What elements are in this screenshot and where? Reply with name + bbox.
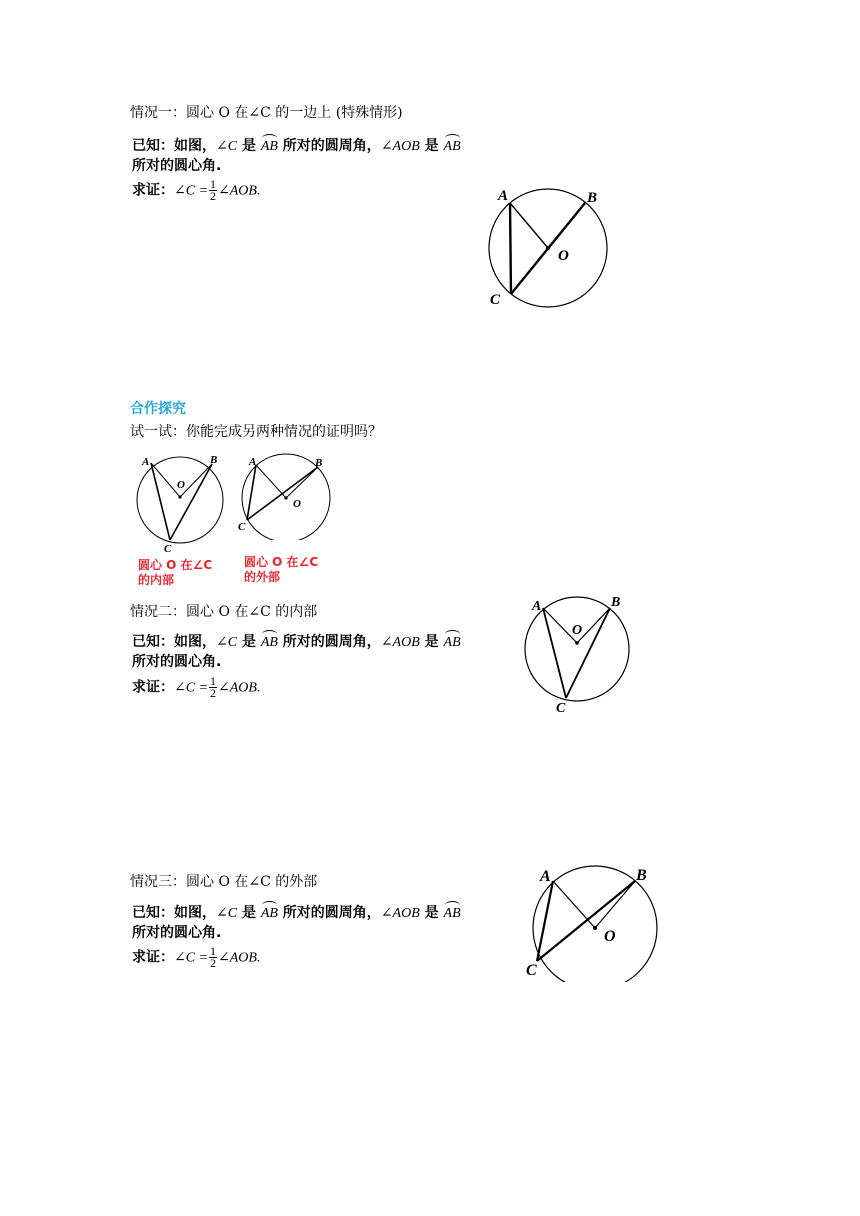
point-a-label: A: [498, 188, 509, 204]
angle-c: ∠C: [216, 906, 238, 921]
case3-given-line2: 所对的圆心角.: [132, 925, 222, 941]
case2-given: [132, 633, 461, 652]
center-dot: [546, 246, 550, 250]
case2-given-line2: 所对的圆心角.: [132, 654, 222, 670]
angle-c: ∠C: [216, 139, 238, 154]
circle: [137, 457, 223, 543]
case1-prove: [132, 179, 260, 202]
arc-ab: AB: [260, 139, 278, 154]
prove-rhs: ∠AOB.: [218, 680, 261, 696]
given-prefix: 已知：如图，: [132, 905, 216, 921]
chord-cb: [170, 464, 212, 540]
chord-ac: [543, 608, 566, 698]
case1-heading: 情况一：圆心 O 在∠C 的一边上 (特殊情形): [130, 105, 403, 121]
word-inscribed: 所对的圆周角，: [277, 905, 381, 921]
point-b-label: B: [636, 867, 647, 884]
given-prefix: 已知：如图，: [132, 138, 216, 154]
center-dot: [575, 641, 579, 645]
radius-oa: [256, 465, 286, 498]
label-inside-line1: 圆心 O 在∠C: [138, 558, 213, 572]
point-b-label: B: [315, 457, 323, 469]
case2-heading: 情况二：圆心 O 在∠C 的内部: [130, 604, 318, 620]
point-c-label: C: [164, 543, 172, 555]
point-o-label: O: [293, 498, 301, 510]
case2-prove: [132, 676, 260, 699]
case3-heading: 情况三：圆心 O 在∠C 的外部: [130, 874, 318, 890]
point-c-label: C: [238, 521, 246, 533]
arc-ab: AB: [443, 906, 461, 921]
point-a-label: A: [142, 456, 150, 468]
angle-aob: ∠AOB: [380, 139, 420, 154]
label-inside: [138, 558, 212, 588]
point-c-label: C: [526, 962, 537, 979]
arc-ab: AB: [443, 635, 461, 650]
word-is: 是: [419, 138, 444, 154]
word-is: 是: [419, 905, 444, 921]
case3-prove: [132, 946, 260, 969]
prove-lhs: ∠C =: [174, 950, 209, 966]
prove-rhs: ∠AOB.: [218, 950, 261, 966]
case2-figure: [518, 588, 643, 718]
label-outside-line1: 圆心 O 在∠C: [244, 555, 319, 569]
case1-given: [132, 137, 461, 156]
explore-prompt: 试一试：你能完成另两种情况的证明吗？: [130, 424, 382, 440]
case3-given: [132, 904, 461, 923]
prove-prefix: 求证：: [132, 182, 174, 199]
explore-heading: 合作探究: [130, 401, 186, 417]
chord-cb: [566, 608, 610, 698]
word-is: 是: [237, 905, 261, 921]
point-c-label: C: [556, 701, 566, 716]
point-b-label: B: [587, 190, 598, 206]
chord-ac: [247, 465, 256, 520]
prove-lhs: ∠C =: [174, 680, 209, 696]
angle-aob: ∠AOB: [380, 906, 420, 921]
point-o-label: O: [558, 248, 569, 264]
prove-rhs: ∠AOB.: [218, 183, 261, 199]
label-inside-line2: 的内部: [138, 573, 175, 587]
case3-figure: [520, 862, 665, 982]
point-o-label: O: [604, 928, 616, 945]
chord-ac: [510, 203, 511, 294]
arc-ab: AB: [260, 635, 278, 650]
center-dot: [593, 926, 597, 930]
word-is: 是: [237, 634, 261, 650]
center-dot: [178, 495, 181, 498]
fraction-half: $\frac{1}{2}$: [210, 674, 217, 700]
label-outside-line2: 的外部: [244, 570, 281, 584]
prove-lhs: ∠C =: [174, 183, 209, 199]
fraction-half: $\frac{1}{2}$: [210, 177, 217, 203]
point-b-label: B: [210, 454, 218, 466]
small-figure-inside: [130, 450, 230, 555]
point-o-label: O: [177, 479, 185, 491]
point-a-label: A: [540, 868, 551, 885]
radius-ob: [595, 881, 635, 928]
arc-ab: AB: [260, 906, 278, 921]
angle-c: ∠C: [216, 635, 238, 650]
case1-figure: [480, 180, 630, 315]
label-outside: [244, 555, 318, 585]
given-prefix: 已知：如图，: [132, 634, 216, 650]
word-is: 是: [237, 138, 261, 154]
word-inscribed: 所对的圆周角，: [277, 634, 381, 650]
word-is: 是: [419, 634, 444, 650]
point-c-label: C: [490, 292, 501, 308]
fraction-half: $\frac{1}{2}$: [210, 944, 217, 970]
radius-ob: [286, 467, 318, 498]
prove-prefix: 求证：: [132, 949, 174, 966]
angle-aob: ∠AOB: [380, 635, 420, 650]
case1-given-line2: 所对的圆心角.: [132, 158, 222, 174]
arc-ab: AB: [443, 139, 461, 154]
radius-oa: [510, 203, 548, 248]
center-dot: [284, 496, 287, 499]
word-inscribed: 所对的圆周角，: [277, 138, 381, 154]
point-o-label: O: [572, 623, 583, 638]
prove-prefix: 求证：: [132, 679, 174, 696]
radius-oa: [553, 881, 595, 928]
point-a-label: A: [532, 599, 542, 614]
point-a-label: A: [249, 456, 257, 468]
point-b-label: B: [611, 595, 621, 610]
small-figure-outside: [235, 450, 340, 540]
